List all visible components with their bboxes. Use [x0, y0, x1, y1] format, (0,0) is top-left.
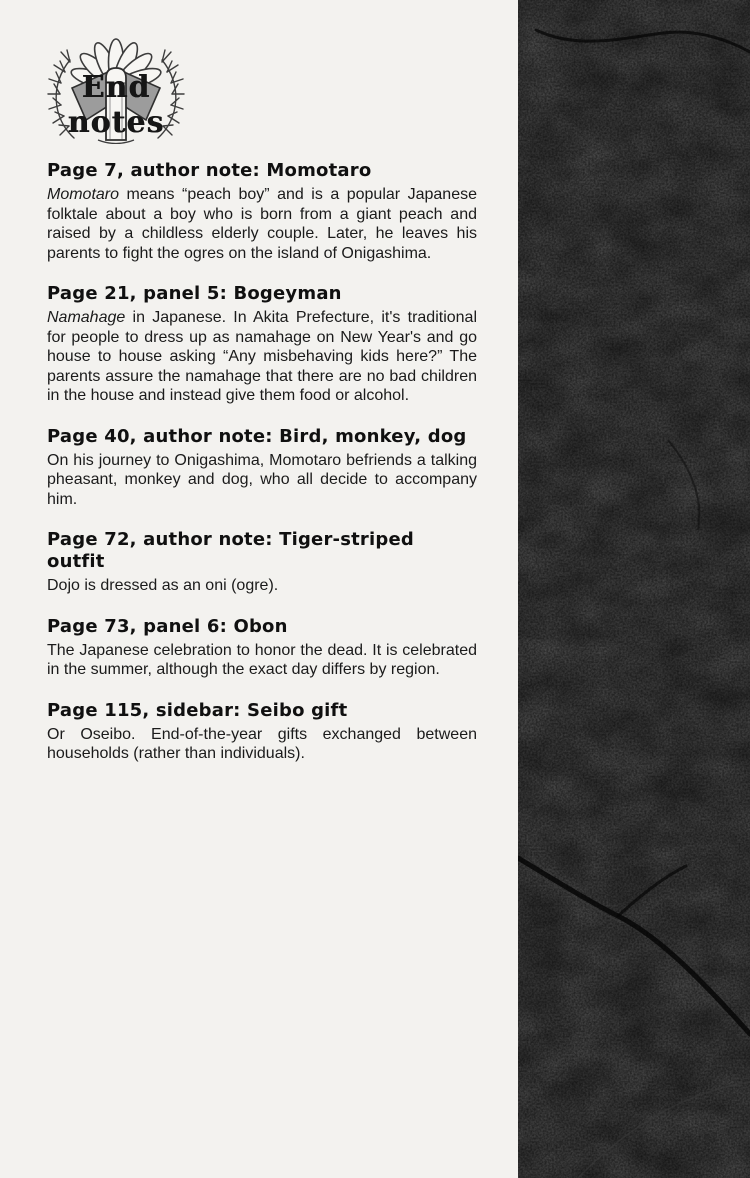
note-body: [47, 641, 477, 680]
note-body-text: in Japanese. In Akita Prefecture, it's traditional for people to dress up as namahage on New Year's and go house to house asking “Any misbehaving kids here?” The parents assure the namahage that there are no bad children in the house and instead give them food or alcohol.: [47, 309, 477, 404]
note-body: [47, 576, 477, 596]
note-body-text: Dojo is dressed as an oni (ogre).: [47, 577, 279, 594]
endnotes-emblem: [40, 26, 192, 144]
note-body: [47, 451, 477, 510]
note-section: [47, 700, 477, 764]
notes-column: [47, 160, 477, 784]
note-heading: Page 115, sidebar: Seibo gift: [47, 699, 348, 721]
note-heading: Page 7, author note: Momotaro: [47, 160, 372, 181]
note-body-text: On his journey to Onigashima, Momotaro befriends a talking pheasant, monkey and dog, who all decide to accompany him.: [47, 451, 477, 508]
black-texture-strip: [518, 0, 750, 1178]
note-body: [47, 185, 477, 263]
note-heading: Page 72, author note: Tiger-striped outfit: [47, 529, 414, 572]
note-body: [47, 308, 477, 406]
note-body-text: The Japanese celebration to honor the dead. It is celebrated in the summer, although the exact day differs by region.: [47, 641, 477, 678]
note-heading: Page 40, author note: Bird, monkey, dog: [47, 425, 467, 447]
note-section: [47, 283, 477, 406]
note-section: [47, 426, 477, 510]
endnotes-title: End notes: [67, 70, 165, 140]
note-section: [47, 616, 477, 680]
note-heading: Page 21, panel 5: Bogeyman: [47, 283, 342, 304]
note-section: [47, 529, 477, 596]
note-body-text: Or Oseibo. End-of-the-year gifts exchanged between households (rather than individuals).: [47, 725, 477, 762]
stone-texture-graphic: [518, 0, 750, 1178]
note-body-text: means “peach boy” and is a popular Japanese folktale about a boy who is born from a giant peach and raised by a childless elderly couple. Later, he leaves his parents to fight the ogres on the island of Onigashima.: [47, 186, 477, 262]
note-lead-italic: Namahage: [47, 309, 126, 326]
note-body: [47, 725, 477, 764]
note-lead-italic: Momotaro: [47, 186, 120, 203]
note-heading: Page 73, panel 6: Obon: [47, 615, 288, 637]
note-section: [47, 160, 477, 263]
